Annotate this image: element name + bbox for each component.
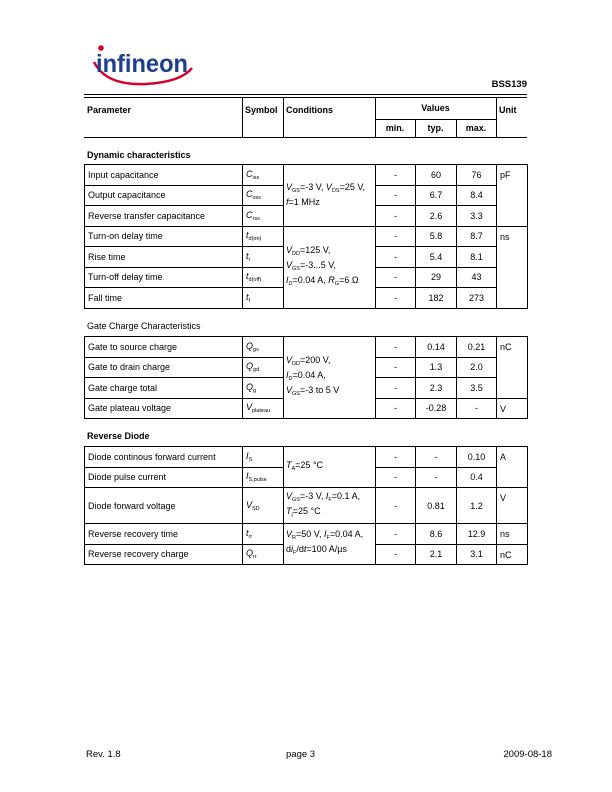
- typ-value: -0.28: [416, 398, 457, 419]
- infineon-logo: [86, 36, 198, 90]
- conditions-cell: $V_R=50$ V, $I_F=0.04$ A, $di_F/dt=100$ A/µs: [284, 524, 376, 565]
- footer-page: page 3: [286, 749, 316, 760]
- max-value: 0.21: [457, 337, 497, 358]
- min-value: -: [376, 398, 416, 419]
- unit-cell: nC: [497, 337, 528, 399]
- max-value: 273: [457, 288, 497, 309]
- min-value: -: [376, 288, 416, 309]
- unit-cell: pF: [497, 165, 528, 227]
- min-value: -: [376, 544, 416, 565]
- typ-value: 8.6: [416, 524, 457, 545]
- max-value: 8.4: [457, 185, 497, 206]
- max-value: 3.5: [457, 378, 497, 399]
- col-symbol: Symbol: [245, 105, 278, 115]
- parameter-cell: Gate charge total: [85, 378, 243, 399]
- typ-value: 5.8: [416, 226, 457, 247]
- typ-value: 0.14: [416, 337, 457, 358]
- header-rule: [84, 94, 527, 95]
- min-value: -: [376, 247, 416, 268]
- unit-cell: ns: [497, 524, 528, 545]
- symbol-cell: $Q_{gd}$: [243, 357, 284, 378]
- symbol-cell: $V_{plateau}$: [243, 398, 284, 419]
- unit-cell: V: [497, 398, 528, 419]
- conditions-cell: $V_{DD}=125$ V, $V_{GS}=-3...5$ V, $I_D=0.04$ A, $R_G=6$ Ω: [284, 226, 376, 308]
- section-reverse-diode: Reverse Diode: [87, 431, 150, 441]
- typ-value: 5.4: [416, 247, 457, 268]
- table-row: [85, 447, 528, 468]
- parameter-cell: Output capacitance: [85, 185, 243, 206]
- min-value: -: [376, 378, 416, 399]
- symbol-cell: $t_{d(on)}$: [243, 226, 284, 247]
- min-value: -: [376, 185, 416, 206]
- typ-value: 60: [416, 165, 457, 186]
- min-value: -: [376, 267, 416, 288]
- parameter-cell: Input capacitance: [85, 165, 243, 186]
- symbol-cell: $I_{S,pulse}$: [243, 467, 284, 488]
- typ-value: 29: [416, 267, 457, 288]
- gate-charge-table: [84, 336, 528, 419]
- symbol-cell: $Q_{gs}$: [243, 337, 284, 358]
- part-number: BSS139: [491, 79, 527, 90]
- parameter-cell: Fall time: [85, 288, 243, 309]
- min-value: -: [376, 467, 416, 488]
- symbol-cell: $V_{SD}$: [243, 488, 284, 524]
- col-unit: Unit: [499, 105, 517, 115]
- parameter-cell: Rise time: [85, 247, 243, 268]
- max-value: 12.9: [457, 524, 497, 545]
- col-values: Values: [421, 103, 450, 113]
- max-value: 8.1: [457, 247, 497, 268]
- max-value: 0.10: [457, 447, 497, 468]
- unit-cell: ns: [497, 226, 528, 308]
- max-value: 43: [457, 267, 497, 288]
- parameter-cell: Diode forward voltage: [85, 488, 243, 524]
- min-value: -: [376, 206, 416, 227]
- parameter-cell: Diode continous forward current: [85, 447, 243, 468]
- col-parameter: Parameter: [87, 105, 132, 115]
- typ-value: -: [416, 467, 457, 488]
- typ-value: 6.7: [416, 185, 457, 206]
- parameter-cell: Diode pulse current: [85, 467, 243, 488]
- svg-text:infineon: infineon: [96, 50, 188, 78]
- conditions-cell: $T_A=25$ °C: [284, 447, 376, 488]
- max-value: 1.2: [457, 488, 497, 524]
- unit-cell: nC: [497, 544, 528, 565]
- max-value: 3.1: [457, 544, 497, 565]
- parameter-cell: Turn-off delay time: [85, 267, 243, 288]
- max-value: 8.7: [457, 226, 497, 247]
- table-row: [85, 488, 528, 524]
- dynamic-table: [84, 164, 528, 309]
- col-min: min.: [385, 123, 405, 133]
- footer-date: 2009-08-18: [503, 749, 552, 760]
- min-value: -: [376, 357, 416, 378]
- symbol-cell: $C_{iss}$: [243, 165, 284, 186]
- max-value: 0.4: [457, 467, 497, 488]
- symbol-cell: $C_{rss}$: [243, 206, 284, 227]
- typ-value: 182: [416, 288, 457, 309]
- symbol-cell: $I_S$: [243, 447, 284, 468]
- parameter-cell: Turn-on delay time: [85, 226, 243, 247]
- section-dynamic: Dynamic characteristics: [87, 150, 191, 160]
- min-value: -: [376, 165, 416, 186]
- conditions-cell: $V_{GS}=-3$ V, $V_{DS}=25$ V, f=1 MHz: [284, 165, 376, 227]
- symbol-cell: $Q_{rr}$: [243, 544, 284, 565]
- symbol-cell: $t_r$: [243, 247, 284, 268]
- max-value: 2.0: [457, 357, 497, 378]
- table-header: [84, 97, 527, 138]
- typ-value: 2.1: [416, 544, 457, 565]
- col-max: max.: [465, 123, 487, 133]
- symbol-cell: $t_{rr}$: [243, 524, 284, 545]
- unit-cell: V: [497, 488, 528, 524]
- max-value: 3.3: [457, 206, 497, 227]
- table-row: [85, 165, 528, 186]
- max-value: -: [457, 398, 497, 419]
- symbol-cell: $t_f$: [243, 288, 284, 309]
- table-row: [85, 524, 528, 545]
- section-gate-charge: Gate Charge Characteristics: [87, 321, 201, 331]
- typ-value: -: [416, 447, 457, 468]
- parameter-cell: Gate plateau voltage: [85, 398, 243, 419]
- min-value: -: [376, 488, 416, 524]
- symbol-cell: $C_{oss}$: [243, 185, 284, 206]
- conditions-cell: $V_{GS}=-3$ V, $I_F=0.1$ A, $T_j=25$ °C: [284, 488, 376, 524]
- parameter-cell: Reverse transfer capacitance: [85, 206, 243, 227]
- parameter-cell: Reverse recovery time: [85, 524, 243, 545]
- max-value: 76: [457, 165, 497, 186]
- col-typ: typ.: [427, 123, 444, 133]
- parameter-cell: Gate to source charge: [85, 337, 243, 358]
- table-row: [85, 337, 528, 358]
- typ-value: 2.6: [416, 206, 457, 227]
- symbol-cell: $Q_g$: [243, 378, 284, 399]
- footer-revision: Rev. 1.8: [86, 749, 121, 760]
- parameter-cell: Reverse recovery charge: [85, 544, 243, 565]
- typ-value: 1.3: [416, 357, 457, 378]
- min-value: -: [376, 524, 416, 545]
- table-row: [85, 226, 528, 247]
- parameter-cell: Gate to drain charge: [85, 357, 243, 378]
- typ-value: 0.81: [416, 488, 457, 524]
- unit-cell: A: [497, 447, 528, 488]
- typ-value: 2.3: [416, 378, 457, 399]
- min-value: -: [376, 337, 416, 358]
- reverse-diode-table: [84, 446, 528, 565]
- min-value: -: [376, 447, 416, 468]
- min-value: -: [376, 226, 416, 247]
- col-conditions: Conditions: [286, 105, 333, 115]
- conditions-cell: $V_{DD}=200$ V, $I_D=0.04$ A, $V_{GS}=-3$ to 5 V: [284, 337, 376, 419]
- symbol-cell: $t_{d(off)}$: [243, 267, 284, 288]
